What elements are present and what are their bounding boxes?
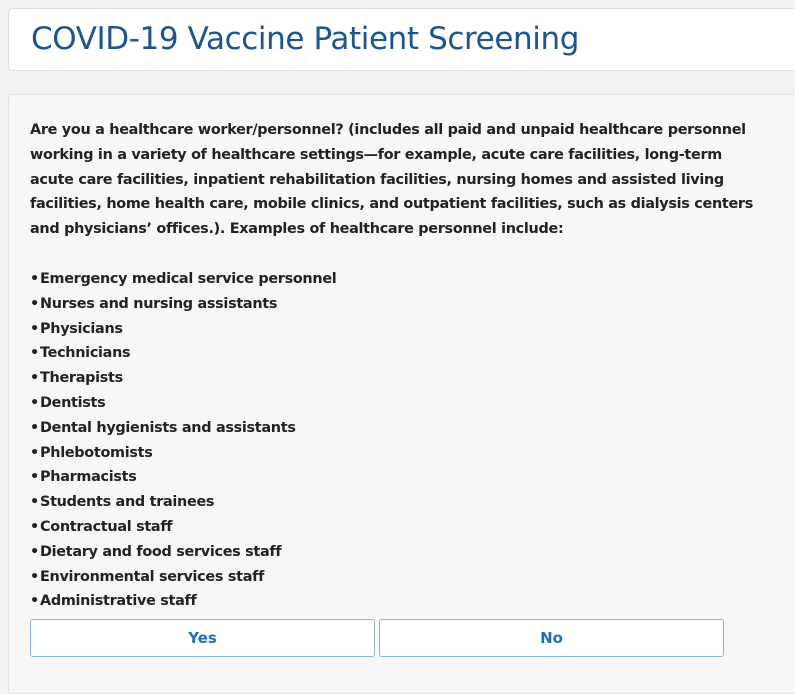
header-card	[8, 8, 795, 71]
examples-list	[30, 267, 336, 614]
list-item-label: Pharmacists	[40, 469, 137, 486]
list-item	[30, 565, 336, 590]
list-item-label: Dentists	[40, 394, 106, 411]
list-item-label: Therapists	[40, 370, 123, 387]
no-button[interactable]: No	[379, 619, 724, 657]
list-item-label: Environmental services staff	[40, 568, 265, 585]
bullet-icon: •	[30, 271, 39, 287]
list-item-label: Dietary and food services staff	[40, 543, 282, 560]
list-item-label: Emergency medical service personnel	[40, 271, 337, 287]
list-item	[30, 366, 336, 391]
list-item	[30, 540, 336, 565]
list-item	[30, 490, 336, 515]
list-item-label: Administrative staff	[40, 593, 197, 610]
bullet-icon: •	[30, 444, 39, 461]
list-item-label: Technicians	[40, 345, 131, 362]
question-text: Are you a healthcare worker/personnel? (includes all paid and unpaid healthcare personnel working in a variety of healthcare settings—for example, acute care facilities, long-term acute care facilities, inpatient rehabilitation facilities, nursing homes and assisted living facilities, home health care, mobile clinics, and outpatient facilities, such as dialysis centers and physicians’ offices.). Examples of healthcare personnel include:	[30, 122, 753, 238]
bullet-icon: •	[30, 370, 39, 387]
bullet-icon: •	[30, 568, 39, 585]
list-item	[30, 391, 336, 416]
yes-button[interactable]: Yes	[30, 619, 375, 657]
bullet-icon: •	[30, 593, 39, 610]
bullet-icon: •	[30, 320, 39, 337]
list-item	[30, 416, 336, 441]
list-item	[30, 341, 336, 366]
list-item-label: Contractual staff	[40, 518, 173, 535]
bullet-icon: •	[30, 345, 39, 362]
bullet-icon: •	[30, 419, 39, 436]
list-item	[30, 589, 336, 614]
bullet-icon: •	[30, 494, 39, 511]
bullet-icon: •	[30, 295, 39, 312]
list-item	[30, 317, 336, 342]
list-item	[30, 465, 336, 490]
list-item-label: Phlebotomists	[40, 444, 153, 461]
list-item	[30, 292, 336, 317]
list-item	[30, 267, 336, 292]
bullet-icon: •	[30, 518, 39, 535]
list-item-label: Dental hygienists and assistants	[40, 419, 296, 436]
bullet-icon: •	[30, 394, 39, 411]
list-item-label: Nurses and nursing assistants	[40, 295, 278, 312]
bullet-icon: •	[30, 469, 39, 486]
list-item-label: Physicians	[40, 320, 123, 337]
list-item	[30, 441, 336, 466]
list-item-label: Students and trainees	[40, 494, 215, 511]
bullet-icon: •	[30, 543, 39, 560]
question-card	[8, 94, 795, 694]
list-item	[30, 515, 336, 540]
page-title: COVID-19 Vaccine Patient Screening	[31, 21, 579, 57]
